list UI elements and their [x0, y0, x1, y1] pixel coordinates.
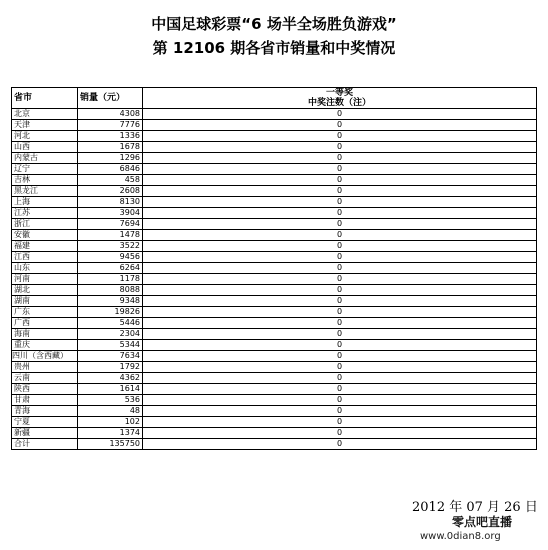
sales-cell: 458 [78, 175, 143, 186]
sales-cell: 135750 [78, 439, 143, 450]
column-header-province: 省市 [12, 88, 78, 109]
sales-cell: 8088 [78, 285, 143, 296]
table-row [12, 252, 537, 263]
province-cell: 宁夏 [12, 417, 78, 428]
province-cell: 新疆 [12, 428, 78, 439]
province-cell: 山西 [12, 142, 78, 153]
table-row [12, 230, 537, 241]
province-cell: 海南 [12, 329, 78, 340]
watermark-url: www.0dian8.org [420, 531, 501, 542]
winners-cell: 0 [143, 329, 537, 340]
province-cell: 合计 [12, 439, 78, 450]
table-row [12, 263, 537, 274]
sales-cell: 1678 [78, 142, 143, 153]
winners-cell: 0 [143, 120, 537, 131]
winners-cell: 0 [143, 208, 537, 219]
province-cell: 上海 [12, 197, 78, 208]
winners-cell: 0 [143, 384, 537, 395]
winners-cell: 0 [143, 142, 537, 153]
province-cell: 河南 [12, 274, 78, 285]
sales-cell: 1336 [78, 131, 143, 142]
province-cell: 广西 [12, 318, 78, 329]
sales-cell: 1614 [78, 384, 143, 395]
table-row [12, 318, 537, 329]
winners-cell: 0 [143, 197, 537, 208]
table-header-row [12, 88, 537, 109]
table-row [12, 142, 537, 153]
sales-cell: 1296 [78, 153, 143, 164]
table-row [12, 384, 537, 395]
column-header-sales: 销量（元） [78, 88, 143, 109]
table-row [12, 186, 537, 197]
table-row [12, 219, 537, 230]
province-cell: 天津 [12, 120, 78, 131]
sales-cell: 2304 [78, 329, 143, 340]
winner-count-label: 中奖注数（注） [307, 98, 371, 108]
province-cell: 甘肃 [12, 395, 78, 406]
table-row [12, 120, 537, 131]
winners-cell: 0 [143, 439, 537, 450]
sales-cell: 48 [78, 406, 143, 417]
table-row [12, 241, 537, 252]
province-cell: 广东 [12, 307, 78, 318]
winners-cell: 0 [143, 428, 537, 439]
winners-cell: 0 [143, 296, 537, 307]
table-row [12, 340, 537, 351]
table-row [12, 109, 537, 120]
sales-cell: 1178 [78, 274, 143, 285]
winners-cell: 0 [143, 131, 537, 142]
watermark-name: 零点吧直播 [452, 515, 513, 529]
table-row [12, 307, 537, 318]
province-cell: 福建 [12, 241, 78, 252]
table-row [12, 439, 537, 450]
table-row [12, 274, 537, 285]
province-cell: 湖北 [12, 285, 78, 296]
sales-cell: 9456 [78, 252, 143, 263]
table-row [12, 164, 537, 175]
winners-cell: 0 [143, 373, 537, 384]
sales-cell: 6846 [78, 164, 143, 175]
table-row [12, 208, 537, 219]
province-cell: 青海 [12, 406, 78, 417]
sales-cell: 4308 [78, 109, 143, 120]
table-row [12, 395, 537, 406]
province-cell: 云南 [12, 373, 78, 384]
winners-cell: 0 [143, 109, 537, 120]
sales-cell: 2608 [78, 186, 143, 197]
column-header-first-prize [143, 88, 537, 109]
winners-cell: 0 [143, 362, 537, 373]
winners-cell: 0 [143, 252, 537, 263]
winners-cell: 0 [143, 219, 537, 230]
sales-table [11, 87, 537, 450]
winners-cell: 0 [143, 164, 537, 175]
table-row [12, 285, 537, 296]
winners-cell: 0 [143, 285, 537, 296]
province-cell: 陕西 [12, 384, 78, 395]
sales-cell: 19826 [78, 307, 143, 318]
sales-cell: 1792 [78, 362, 143, 373]
winners-cell: 0 [143, 340, 537, 351]
sales-cell: 1374 [78, 428, 143, 439]
table-row [12, 131, 537, 142]
table-row [12, 406, 537, 417]
province-cell: 四川（含西藏） [12, 351, 78, 362]
province-cell: 吉林 [12, 175, 78, 186]
province-cell: 内蒙古 [12, 153, 78, 164]
sales-cell: 8130 [78, 197, 143, 208]
sales-cell: 3904 [78, 208, 143, 219]
winners-cell: 0 [143, 274, 537, 285]
province-cell: 黑龙江 [12, 186, 78, 197]
issue-date: 2012 年 07 月 26 日 [412, 500, 538, 515]
winners-cell: 0 [143, 230, 537, 241]
sales-cell: 3522 [78, 241, 143, 252]
province-cell: 重庆 [12, 340, 78, 351]
winners-cell: 0 [143, 307, 537, 318]
table-row [12, 373, 537, 384]
sales-cell: 536 [78, 395, 143, 406]
sales-cell: 1478 [78, 230, 143, 241]
winners-cell: 0 [143, 175, 537, 186]
table-row [12, 153, 537, 164]
province-cell: 河北 [12, 131, 78, 142]
winners-cell: 0 [143, 406, 537, 417]
table-row [12, 296, 537, 307]
province-cell: 湖南 [12, 296, 78, 307]
sales-cell: 6264 [78, 263, 143, 274]
province-cell: 北京 [12, 109, 78, 120]
sales-cell: 7776 [78, 120, 143, 131]
province-cell: 江苏 [12, 208, 78, 219]
winners-cell: 0 [143, 395, 537, 406]
winners-cell: 0 [143, 417, 537, 428]
sales-cell: 102 [78, 417, 143, 428]
sales-cell: 5344 [78, 340, 143, 351]
table-row [12, 428, 537, 439]
table-row [12, 175, 537, 186]
winners-cell: 0 [143, 263, 537, 274]
document-subtitle: 第 12106 期各省市销量和中奖情况 [152, 39, 396, 57]
table-row [12, 197, 537, 208]
table-row [12, 351, 537, 362]
sales-cell: 7634 [78, 351, 143, 362]
sales-cell: 4362 [78, 373, 143, 384]
sales-cell: 7694 [78, 219, 143, 230]
winners-cell: 0 [143, 186, 537, 197]
winners-cell: 0 [143, 318, 537, 329]
province-cell: 山东 [12, 263, 78, 274]
sales-cell: 5446 [78, 318, 143, 329]
province-cell: 安徽 [12, 230, 78, 241]
province-cell: 浙江 [12, 219, 78, 230]
table-row [12, 329, 537, 340]
province-cell: 贵州 [12, 362, 78, 373]
first-prize-label: 一等奖 [325, 88, 353, 98]
province-cell: 辽宁 [12, 164, 78, 175]
sales-cell: 9348 [78, 296, 143, 307]
table-row [12, 362, 537, 373]
winners-cell: 0 [143, 153, 537, 164]
province-cell: 江西 [12, 252, 78, 263]
winners-cell: 0 [143, 241, 537, 252]
document-title: 中国足球彩票“6 场半全场胜负游戏” [151, 15, 397, 33]
table-row [12, 417, 537, 428]
winners-cell: 0 [143, 351, 537, 362]
